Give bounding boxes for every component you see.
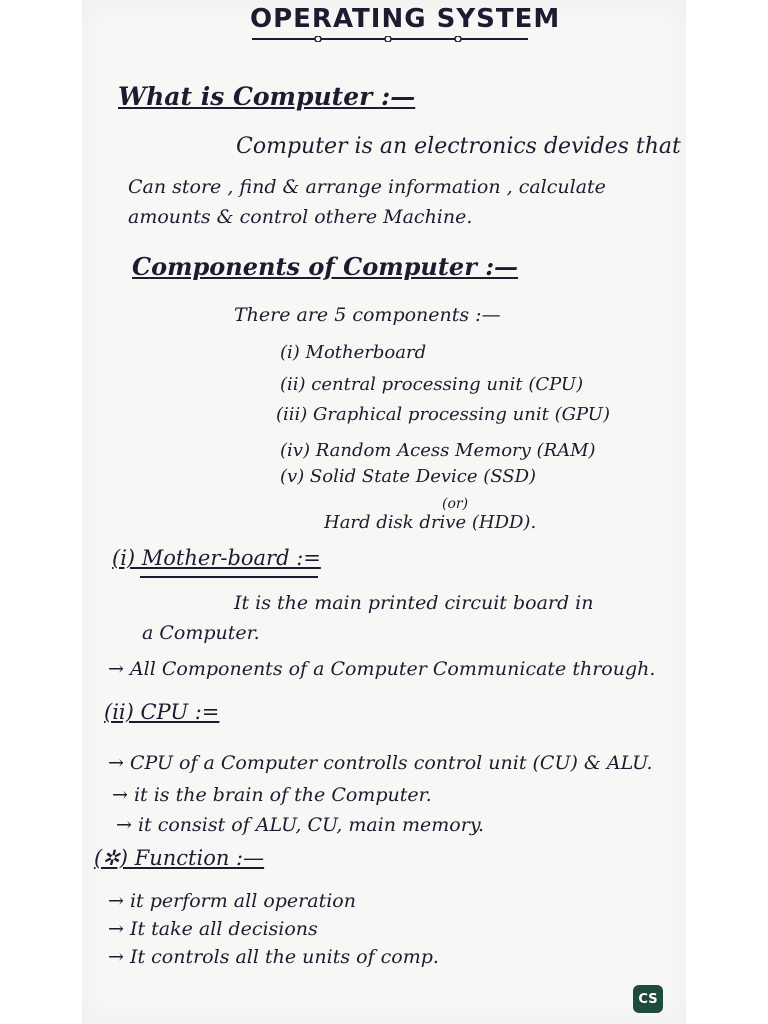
camscanner-logo: CS <box>633 985 663 1013</box>
component-item-1: (i) Motherboard <box>280 342 427 363</box>
function-heading: (✲) Function :— <box>94 846 265 870</box>
component-alt-or: (or) <box>442 496 469 512</box>
motherboard-line-2: a Computer. <box>142 622 260 644</box>
cpu-line-2: → it is the brain of the Computer. <box>112 784 432 806</box>
components-heading: Components of Computer :— <box>132 252 519 281</box>
component-item-2: (ii) central processing unit (CPU) <box>280 374 584 395</box>
cpu-line-1: → CPU of a Computer controlls control unit (CU) & ALU. <box>108 752 653 774</box>
page-title: OPERATING SYSTEM <box>250 4 561 34</box>
computer-heading: What is Computer :— <box>118 82 416 111</box>
title-decorative-rule <box>252 36 528 42</box>
motherboard-heading-underline <box>140 576 318 578</box>
components-intro: There are 5 components :— <box>234 304 501 326</box>
function-line-3: → It controls all the units of comp. <box>108 946 439 968</box>
component-alt-item: Hard disk drive (HDD). <box>324 512 537 533</box>
cpu-heading: (ii) CPU := <box>104 700 220 724</box>
function-line-1: → it perform all operation <box>108 890 356 912</box>
computer-line-3: amounts & control othere Machine. <box>128 206 473 228</box>
cpu-line-3: → it consist of ALU, CU, main memory. <box>116 814 485 836</box>
motherboard-line-1: It is the main printed circuit board in <box>234 592 594 614</box>
computer-line-2: Can store , find & arrange information , calculate <box>128 176 606 198</box>
component-item-3: (iii) Graphical processing unit (GPU) <box>276 404 610 425</box>
computer-line-1: Computer is an electronics devides that <box>236 134 681 159</box>
component-item-5: (v) Solid State Device (SSD) <box>280 466 537 487</box>
function-line-2: → It take all decisions <box>108 918 318 940</box>
motherboard-line-3: → All Components of a Computer Communicate through. <box>108 658 656 680</box>
motherboard-heading: (i) Mother-board := <box>112 546 321 570</box>
component-item-4: (iv) Random Acess Memory (RAM) <box>280 440 596 461</box>
